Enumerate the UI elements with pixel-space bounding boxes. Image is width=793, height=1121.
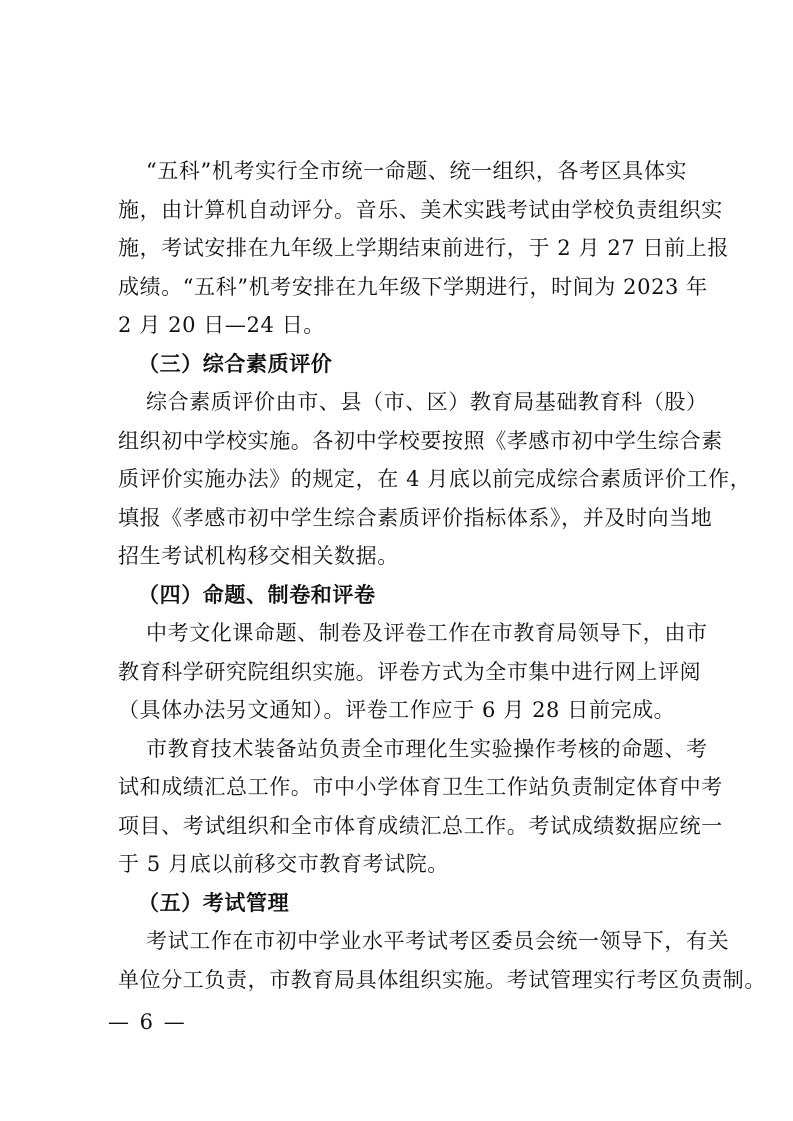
paragraph-equipment-station	[118, 730, 723, 884]
section-heading-5: （五）考试管理	[138, 889, 290, 915]
text-line: 于 5 月底以前移交市教育考试院。	[118, 852, 449, 876]
text-line: 教育科学研究院组织实施。评卷方式为全市集中进行网上评阅	[118, 659, 702, 684]
text-line: 成绩。“五科”机考安排在九年级下学期进行，时间为 2023 年	[118, 274, 708, 299]
paragraph-exam-marking	[118, 614, 708, 730]
section-heading-3: （三）综合素质评价	[138, 350, 333, 376]
page-number: — 6 —	[108, 1010, 187, 1034]
paragraph-quality-evaluation	[118, 383, 752, 576]
text-line: “五科”机考实行全市统一命题、统一组织，各考区具体实	[146, 159, 688, 183]
text-line: 招生考试机构移交相关数据。	[118, 544, 399, 568]
paragraph-exam-management	[118, 922, 766, 999]
paragraph-five-subjects	[118, 152, 729, 345]
text-line: 综合素质评价由市、县（市、区）教育局基础教育科（股）	[146, 390, 708, 414]
text-line: （具体办法另文通知）。评卷工作应于 6 月 28 日前完成。	[118, 698, 676, 722]
text-line: 组织初中学校实施。各初中学校要按照《孝感市初中学生综合素	[118, 428, 723, 453]
text-line: 施，由计算机自动评分。音乐、美术实践考试由学校负责组织实	[118, 197, 723, 222]
text-line: 考试工作在市初中学业水平考试考区委员会统一领导下，有关	[146, 929, 730, 953]
section-heading-4: （四）命题、制卷和评卷	[138, 581, 376, 607]
text-line: 项目、考试组织和全市体育成绩汇总工作。考试成绩数据应统一	[118, 813, 723, 838]
text-line: 市教育技术装备站负责全市理化生实验操作考核的命题、考	[146, 736, 708, 761]
document-body	[118, 152, 766, 999]
text-line: 填报《孝感市初中学生综合素质评价指标体系》，并及时向当地	[118, 505, 713, 530]
text-line: 单位分工负责，市教育局具体组织实施。考试管理实行考区负责制。	[118, 967, 766, 992]
text-line: 施，考试安排在九年级上学期结束前进行，于 2 月 27 日前上报	[118, 236, 729, 260]
text-line: 2 月 20 日—24 日。	[118, 313, 325, 337]
text-line: 中考文化课命题、制卷及评卷工作在市教育局领导下，由市	[146, 621, 708, 645]
text-line: 试和成绩汇总工作。市中小学体育卫生工作站负责制定体育中考	[118, 775, 723, 799]
text-line: 质评价实施办法》的规定，在 4 月底以前完成综合素质评价工作，	[118, 467, 752, 491]
